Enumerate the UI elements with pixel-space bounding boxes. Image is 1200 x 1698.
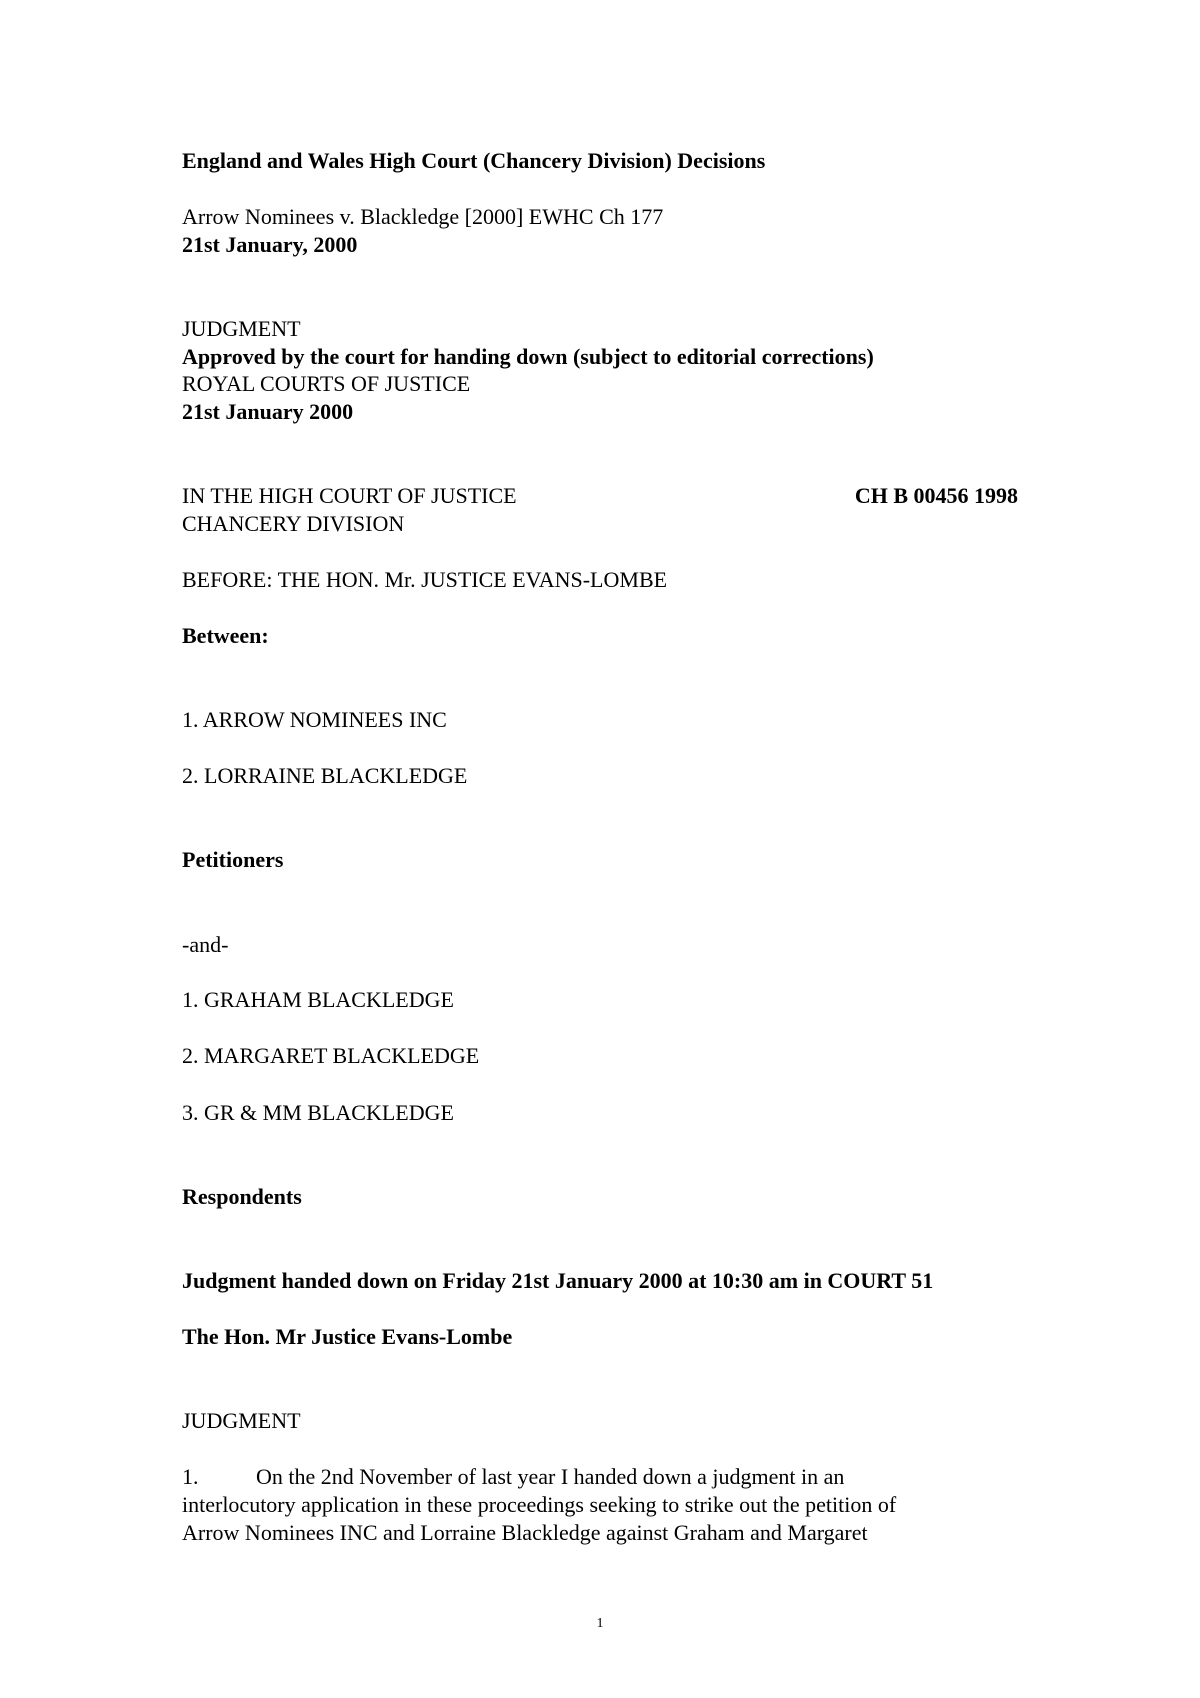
approval-heading: JUDGMENT bbox=[182, 316, 301, 341]
case-citation: Arrow Nominees v. Blackledge [2000] EWHC Ch 177 bbox=[182, 204, 664, 229]
court-division: CHANCERY DIVISION bbox=[182, 511, 405, 536]
approval-note: Approved by the court for handing down (subject to editorial corrections) bbox=[182, 344, 874, 369]
paragraph-1-line-1 bbox=[182, 1464, 844, 1490]
respondent-1: 1. GRAHAM BLACKLEDGE bbox=[182, 987, 454, 1012]
respondent-3: 3. GR & MM BLACKLEDGE bbox=[182, 1100, 454, 1125]
page-number: 1 bbox=[596, 1616, 604, 1631]
respondents-label: Respondents bbox=[182, 1184, 302, 1209]
petitioners-label: Petitioners bbox=[182, 847, 284, 872]
paragraph-1-line-2: interlocutory application in these proceedings seeking to strike out the petition of bbox=[182, 1492, 897, 1517]
court-name: IN THE HIGH COURT OF JUSTICE bbox=[182, 483, 517, 508]
petitioner-1: 1. ARROW NOMINEES INC bbox=[182, 707, 447, 732]
between-label: Between: bbox=[182, 623, 269, 648]
paragraph-number: 1. bbox=[182, 1464, 199, 1489]
paragraph-1-line-3: Arrow Nominees INC and Lorraine Blackledge against Graham and Margaret bbox=[182, 1520, 868, 1545]
before-judge: BEFORE: THE HON. Mr. JUSTICE EVANS-LOMBE bbox=[182, 567, 668, 592]
hand-down-judge: The Hon. Mr Justice Evans-Lombe bbox=[182, 1324, 513, 1349]
court-series-title: England and Wales High Court (Chancery Division) Decisions bbox=[182, 148, 766, 173]
paragraph-text: On the 2nd November of last year I handed down a judgment in an bbox=[256, 1464, 845, 1489]
judgment-heading: JUDGMENT bbox=[182, 1408, 301, 1433]
venue: ROYAL COURTS OF JUSTICE bbox=[182, 371, 471, 396]
petitioner-2: 2. LORRAINE BLACKLEDGE bbox=[182, 763, 468, 788]
respondent-2: 2. MARGARET BLACKLEDGE bbox=[182, 1043, 480, 1068]
case-number: CH B 00456 1998 bbox=[854, 483, 1018, 508]
citation-date: 21st January, 2000 bbox=[182, 232, 358, 257]
and-label: -and- bbox=[182, 932, 229, 957]
hand-down-notice: Judgment handed down on Friday 21st January 2000 at 10:30 am in COURT 51 bbox=[182, 1268, 934, 1293]
approval-date: 21st January 2000 bbox=[182, 399, 354, 424]
